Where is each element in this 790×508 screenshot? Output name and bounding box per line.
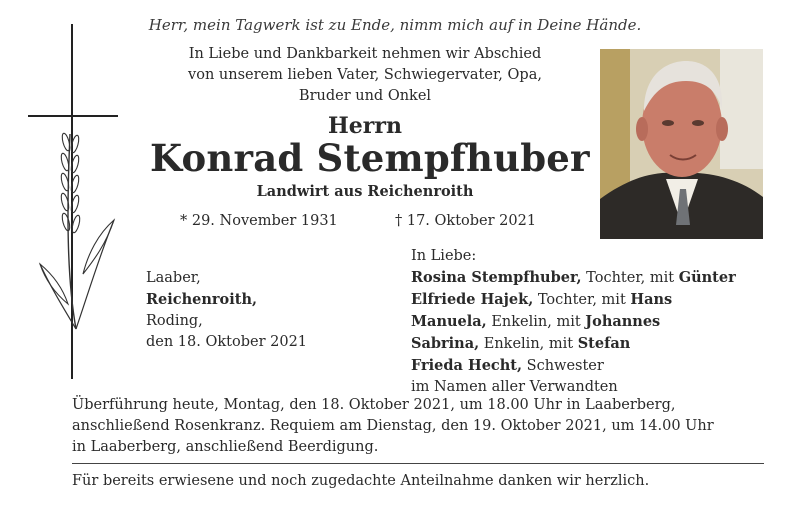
mourner-line: Manuela, Enkelin, mit Johannes (411, 313, 661, 330)
mourners-list (411, 246, 736, 398)
mourner-line: Sabrina, Enkelin, mit Stefan (411, 335, 631, 352)
intro-text (150, 44, 580, 107)
place-line: Roding, (146, 313, 203, 329)
thanks-text: Für bereits erwiesene und noch zugedachte Anteilnahme danken wir herzlich. (72, 473, 650, 489)
intro-line: von unserem lieben Vater, Schwiegervater, Opa, (188, 67, 542, 83)
funeral-line: anschließend Rosenkranz. Requiem am Dienstag, den 19. Oktober 2021, um 14.00 Uhr (72, 418, 714, 434)
motto: Herr, mein Tagwerk ist zu Ende, nimm mich auf in Deine Hände. (148, 16, 642, 34)
place-line: Reichenroith, (146, 291, 258, 308)
deceased-name: Konrad Stempfhuber (150, 136, 590, 180)
mourner-line: Rosina Stempfhuber, Tochter, mit Günter (411, 269, 736, 286)
mourners-heading: In Liebe: (411, 248, 477, 264)
intro-line: Bruder und Onkel (298, 88, 432, 104)
place-line: Laaber, (146, 270, 201, 286)
mourner-line: im Namen aller Verwandten (411, 379, 618, 395)
funeral-details (72, 395, 772, 458)
portrait-photo (600, 49, 763, 239)
birth-date: * 29. November 1931 (180, 213, 338, 229)
funeral-line: in Laaberberg, anschließend Beerdigung. (72, 439, 379, 455)
place-and-date (146, 268, 307, 353)
divider (72, 463, 764, 464)
place-line: den 18. Oktober 2021 (146, 334, 308, 350)
funeral-line: Überführung heute, Montag, den 18. Oktober 2021, um 18.00 Uhr in Laaberberg, (72, 397, 676, 413)
salutation: Herrn (328, 113, 402, 139)
occupation: Landwirt aus Reichenroith (256, 183, 474, 200)
cross-with-wheat-icon (28, 24, 128, 384)
intro-line: In Liebe und Dankbarkeit nehmen wir Abschied (188, 46, 542, 62)
mourner-line: Frieda Hecht, Schwester (411, 357, 604, 374)
mourner-line: Elfriede Hajek, Tochter, mit Hans (411, 291, 673, 308)
death-date: † 17. Oktober 2021 (395, 213, 537, 229)
